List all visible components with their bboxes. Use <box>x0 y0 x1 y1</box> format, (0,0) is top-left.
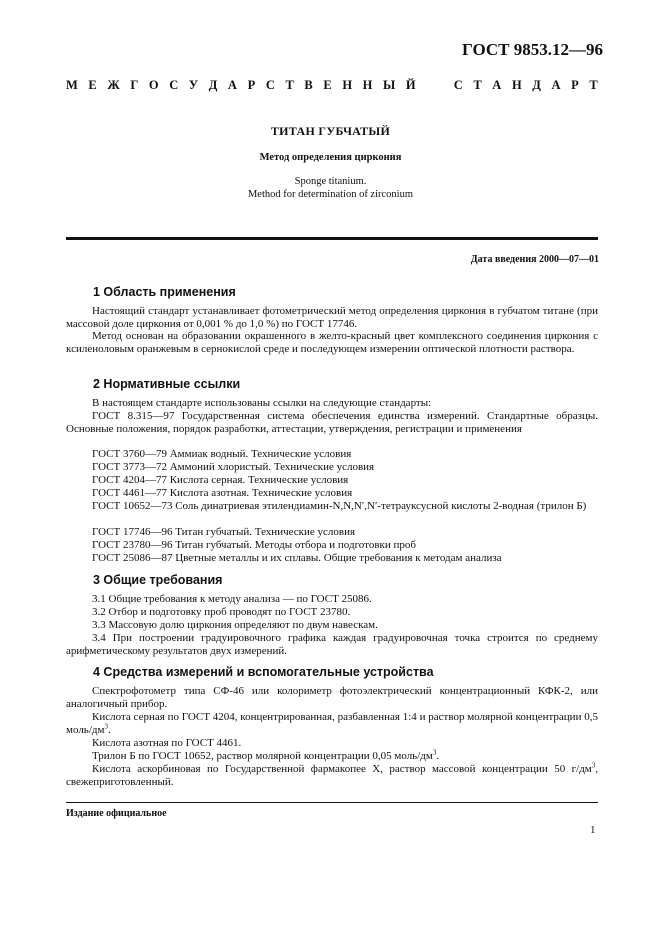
header-divider <box>66 237 598 240</box>
banner-letter: Н <box>511 78 522 92</box>
section-2-heading: 2 Нормативные ссылки <box>93 377 241 391</box>
reference-gost-10652: ГОСТ 10652—73 Соль динатриевая этилендиамин-N,N,N′,N′-тетрауксусной кислоты 2-водная (трилон Б) <box>92 500 587 512</box>
section-3-heading: 3 Общие требования <box>93 573 223 587</box>
banner-letter: Д <box>532 78 541 92</box>
section-3-item-3: 3.3 Массовую долю циркония определяют по двум навескам. <box>92 619 378 631</box>
reference-gost-4204: ГОСТ 4204—77 Кислота серная. Технические условия <box>92 474 349 486</box>
section-4-paragraph-4: Трилон Б по ГОСТ 10652, раствор молярной концентрации 0,05 моль/$дм^3$. <box>92 748 440 762</box>
interstate-standard-banner <box>66 78 598 93</box>
banner-letter: Н <box>342 78 353 92</box>
reference-gost-17746: ГОСТ 17746—96 Титан губчатый. Технические условия <box>92 526 356 538</box>
reference-gost-8315: ГОСТ 8.315—97 Государственная система обеспечения единства измерений. Стандартные образцы. Основные положения, порядок разработки, аттестации, утверждения, регистрации и применения <box>66 410 598 435</box>
introduction-date: Дата введения 2000—07—01 <box>470 254 599 265</box>
reference-gost-3773: ГОСТ 3773—72 Аммоний хлористый. Технические условия <box>92 461 375 473</box>
section-4-paragraph-2: Кислота серная по ГОСТ 4204, концентрированная, разбавленная 1:4 и раствор молярной концентрации 0,5 моль/$дм^3$. <box>66 711 598 736</box>
method-title: Метод определения циркония <box>259 152 402 163</box>
reference-gost-23780: ГОСТ 23780—96 Титан губчатый. Методы отбора и подготовки проб <box>92 539 416 551</box>
section-4-paragraph-3: Кислота азотная по ГОСТ 4461. <box>92 737 242 749</box>
section-4-heading: 4 Средства измерений и вспомогательные устройства <box>93 665 434 679</box>
section-3-item-4: 3.4 При построении градуировочного графика каждая градуировочная точка строится по среднему арифметическому результатов двух измерений. <box>66 632 598 657</box>
banner-letter: Й <box>405 78 416 92</box>
footer-divider <box>66 802 598 803</box>
banner-letter: Н <box>362 78 373 92</box>
banner-letter: С <box>453 78 463 92</box>
banner-letter: О <box>148 78 159 92</box>
banner-letter: А <box>227 78 237 92</box>
document-title: ТИТАН ГУБЧАТЫЙ <box>270 124 391 138</box>
banner-letter <box>440 78 443 93</box>
banner-letter: Д <box>208 78 218 92</box>
section-4-paragraph-1: Спектрофотометр типа СФ-46 или колориметр фотоэлектрический концентрационный КФК-2, или аналогичный прибор. <box>66 685 598 710</box>
banner-letter: У <box>188 78 199 92</box>
banner-letter: С <box>169 78 179 92</box>
banner-letter: Ы <box>383 78 396 92</box>
section-4-paragraph-5: Кислота аскорбиновая по Государственной фармакопее X, раствор массовой концентрации 50 $г/дм^3$, свежеприготовленный. <box>66 761 598 788</box>
page-number: 1 <box>590 824 596 836</box>
banner-letter: М <box>66 78 78 92</box>
banner-letter: А <box>492 78 502 92</box>
banner-letter: Т <box>589 78 598 92</box>
banner-letter: Г <box>130 78 139 92</box>
reference-gost-25086: ГОСТ 25086—87 Цветные металлы и их сплавы. Общие требования к методам анализа <box>92 552 502 564</box>
banner-letter: Ж <box>107 78 120 92</box>
section-1-heading: 1 Область применения <box>93 285 236 299</box>
section-3-item-1: 3.1 Общие требования к методу анализа — по ГОСТ 25086. <box>92 593 372 605</box>
banner-letter <box>426 78 429 93</box>
reference-gost-3760: ГОСТ 3760—79 Аммиак водный. Технические условия <box>92 448 352 460</box>
banner-letter: Т <box>473 78 482 92</box>
banner-letter: С <box>265 78 275 92</box>
english-title-line2: Method for determination of zirconium <box>247 189 414 200</box>
reference-gost-4461: ГОСТ 4461—77 Кислота азотная. Технические условия <box>92 487 353 499</box>
banner-letter: Т <box>285 78 294 92</box>
banner-letter: Е <box>88 78 97 92</box>
banner-letter: В <box>304 78 313 92</box>
gost-code: ГОСТ 9853.12—96 <box>462 40 603 59</box>
section-1-paragraph-2: Метод основан на образовании окрашенного в желто-красный цвет комплексного соединения циркония с ксиленоловым оранжевым в сернокислой среде и последующем измерении оптической плотности раствора. <box>66 330 598 355</box>
official-edition-label: Издание официальное <box>66 808 167 819</box>
section-2-intro: В настоящем стандарте использованы ссылки на следующие стандарты: <box>92 397 432 409</box>
english-title-line1: Sponge titanium. <box>294 176 367 187</box>
banner-letter: А <box>551 78 561 92</box>
banner-letter: Е <box>323 78 332 92</box>
section-1-paragraph-1: Настоящий стандарт устанавливает фотометрический метод определения циркония в губчатом титане (при массовой доле циркония от 0,001 % до 1,0 %) по ГОСТ 17746. <box>66 305 598 330</box>
banner-letter: Р <box>247 78 256 92</box>
banner-letter: Р <box>571 78 579 92</box>
section-3-item-2: 3.2 Отбор и подготовку проб проводят по ГОСТ 23780. <box>92 606 351 618</box>
